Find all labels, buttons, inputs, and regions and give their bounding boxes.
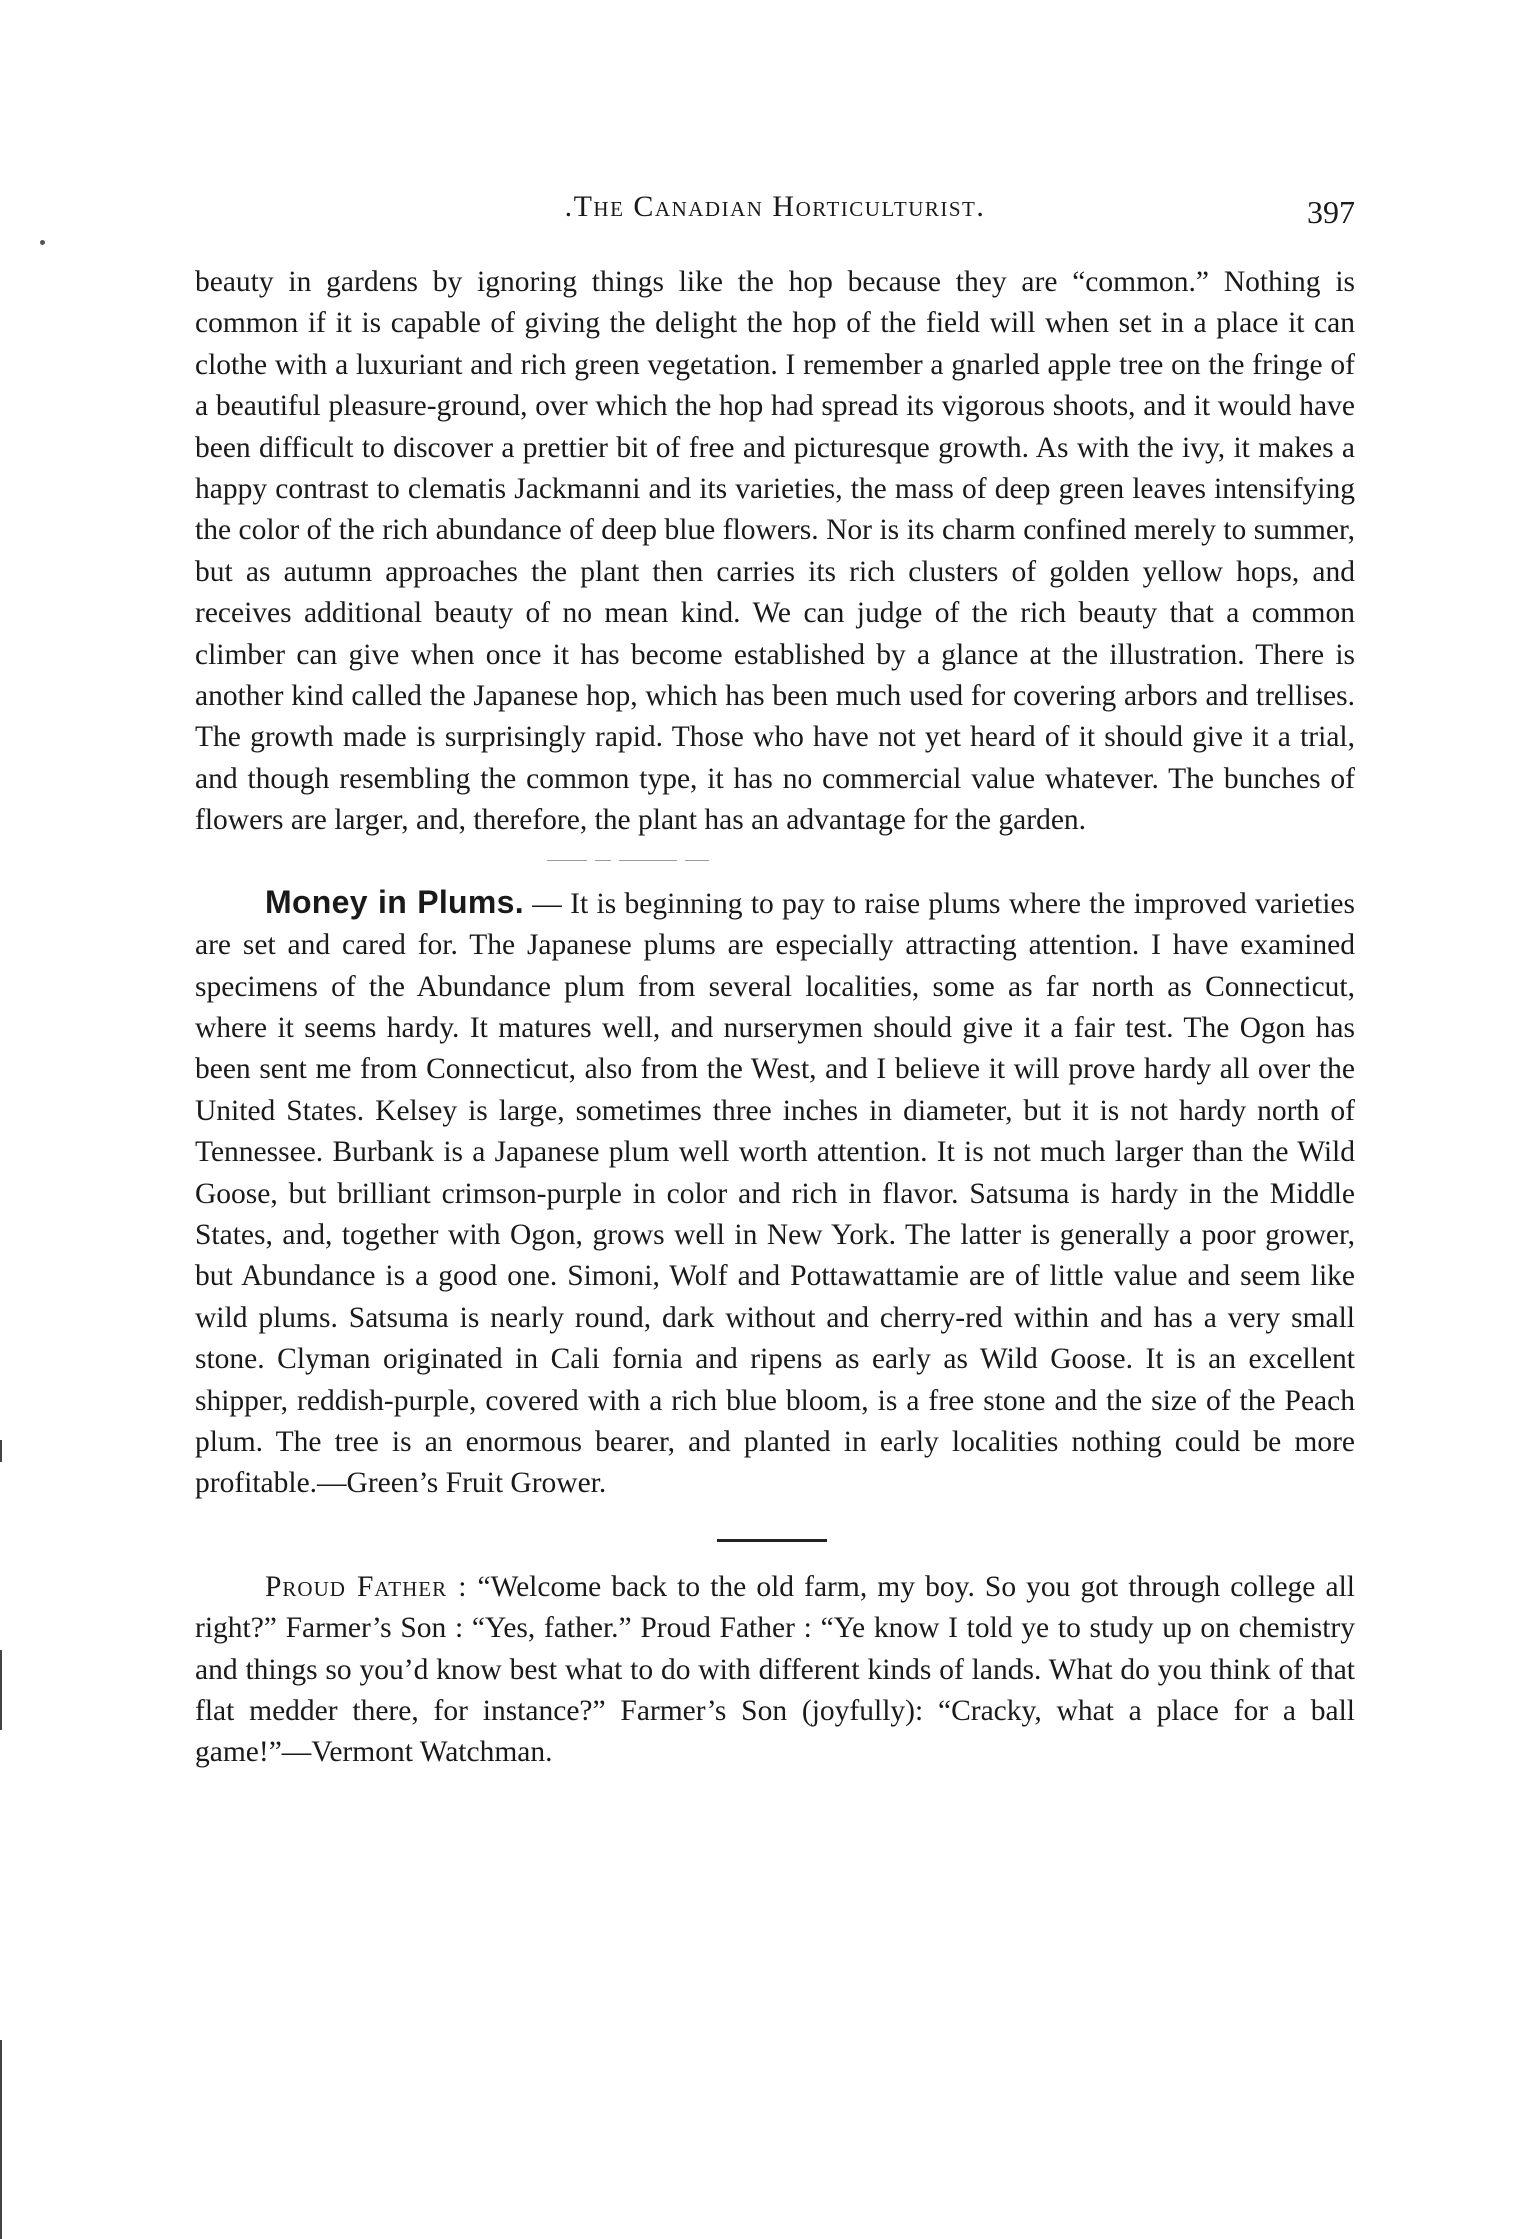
speaker-label: Proud Father : xyxy=(265,1570,468,1603)
plums-paragraph xyxy=(195,882,1355,1505)
scan-edge-mark xyxy=(0,1440,2,1462)
separator-dash xyxy=(547,860,587,861)
scan-edge-mark xyxy=(0,1650,2,1730)
anecdote-body: “Welcome back to the old farm, my boy. So you got through college all right?” Farmer’s Son : “Yes, father.” Proud Father : “Ye know I told ye to study up on chemistry and things so you’d know best what to do with different kinds of lands. What do you think of that flat medder there, for instance?” Farmer’s Son (joyfully): “Cracky, what a place for a ball game!”—Vermont Watchman. xyxy=(195,1570,1355,1769)
separator-dash xyxy=(685,860,709,861)
scan-edge-mark xyxy=(0,2040,2,2239)
divider xyxy=(195,1505,1355,1567)
separator-dash xyxy=(595,860,611,861)
anecdote-paragraph xyxy=(195,1567,1355,1774)
margin-mark xyxy=(40,240,45,245)
separator-dash xyxy=(619,860,677,861)
page-header xyxy=(195,190,1355,240)
plums-body: — It is beginning to pay to raise plums where the improved varieties are set and cared for. The Japanese plums are especially attracting attention. I have examined specimens of the Abundance plum from several localities, some as far north as Connecticut, where it seems hardy. It matures well, and nurserymen should give it a fair test. The Ogon has been sent me from Connecticut, also from the West, and I believe it will prove hardy all over the United States. Kelsey is large, sometimes three inches in diameter, but it is not hardy north of Tennessee. Burbank is a Japanese plum well worth attention. It is not much larger than the Wild Goose, but brilliant crimson-purple in color and rich in flavor. Satsuma is hardy in the Middle States, and, together with Ogon, grows well in New York. The latter is generally a poor grower, but Abundance is a good one. Simoni, Wolf and Pottawattamie are of little value and seem like wild plums. Satsuma is nearly round, dark without and cherry-red within and has a very small stone. Clyman originated in Cali fornia and ripens as early as Wild Goose. It is an excellent shipper, reddish-purple, covered with a rich blue bloom, is a free stone and the size of the Peach plum. The tree is an enormous bearer, and planted in early localities nothing could be more profitable.—Green’s Fruit Grower. xyxy=(195,887,1355,1500)
section-heading: Money in Plums. xyxy=(265,883,524,920)
page-number: 397 xyxy=(1307,194,1355,230)
section-separator xyxy=(195,842,1355,882)
hop-paragraph: beauty in gardens by ignoring things like the hop because they are “common.” Nothing is common if it is capable of giving the delight the hop of the field will when set in a place it can clothe with a luxuriant and rich green vegetation. I remember a gnarled apple tree on the fringe of a beautiful pleasure-ground, over which the hop had spread its vigorous shoots, and it would have been difficult to discover a prettier bit of free and picturesque growth. As with the ivy, it makes a happy contrast to clematis Jackmanni and its varieties, the mass of deep green leaves intensifying the color of the rich abundance of deep blue flowers. Nor is its charm confined merely to summer, but as autumn approaches the plant then carries its rich clusters of golden yellow hops, and receives additional beauty of no mean kind. We can judge of the rich beauty that a common climber can give when once it has become established by a glance at the illustration. There is another kind called the Japanese hop, which has been much used for covering arbors and trellises. The growth made is surprisingly rapid. Those who have not yet heard of it should give it a trial, and though resembling the common type, it has no commercial value whatever. The bunches of flowers are larger, and, therefore, the plant has an advantage for the garden. xyxy=(195,266,1355,837)
running-title: .The Canadian Horticulturist. xyxy=(564,190,986,223)
text-column xyxy=(195,262,1355,1774)
divider-rule xyxy=(717,1539,827,1542)
